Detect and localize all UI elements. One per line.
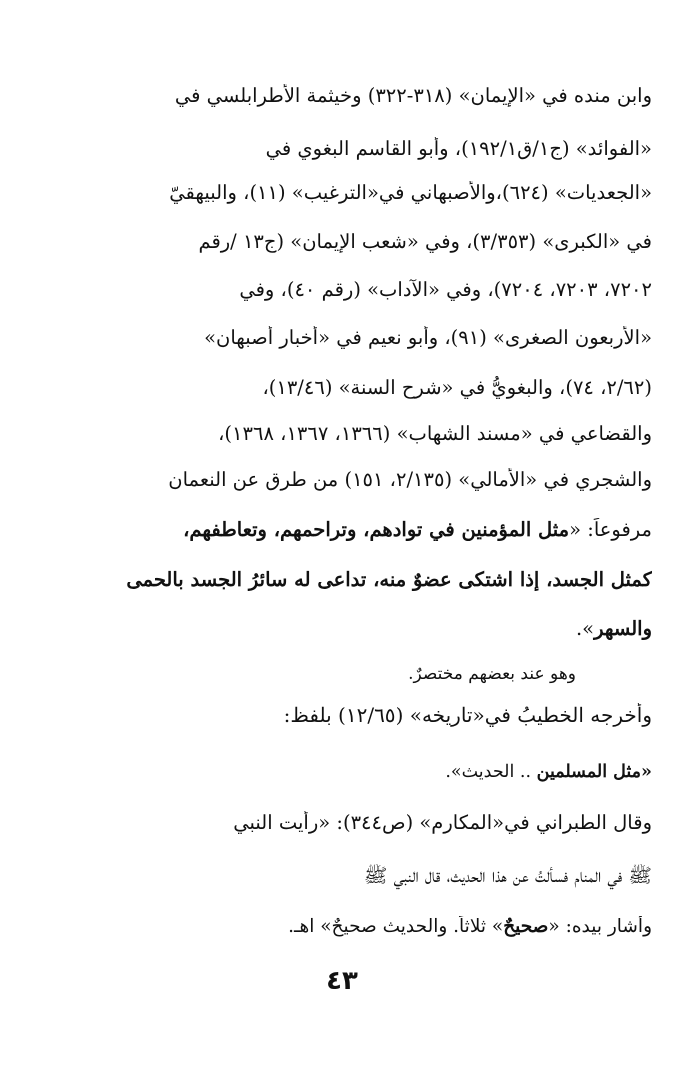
hadith-short-text: «مثل المسلمين — [536, 762, 652, 782]
text-line-12-close: ». — [575, 617, 595, 640]
text-line-14: وأخرجه الخطيبُ في«تاريخه» (١٢/٦٥) بلفظ: — [283, 703, 652, 727]
text-line-18-start: وأشار بيده: « — [548, 916, 652, 937]
text-line-17: ﷺ في المنام فسألتُ عن هذا الحديث، قال النبي ﷺ — [363, 864, 652, 887]
text-line-3: «الجعديات» (٦٢٤)،والأصبهاني في«الترغيب» (١١)، والبيهقيّ — [169, 181, 652, 204]
text-line-4: في «الكبرى» (٣/٣٥٣)، وفي «شعب الإيمان» (ج١٣ /رقم — [198, 230, 652, 253]
text-line-1: وابن منده في «الإيمان» (٣١٨-٣٢٢) وخيثمة الأطرابلسي في — [174, 84, 652, 107]
sahih-word: صحيحٌ — [503, 916, 549, 937]
hadith-text-start: مثل المؤمنين في توادهم، وتراحمهم، وتعاطفهم، — [183, 518, 570, 541]
text-line-8: والقضاعي في «مسند الشهاب» (١٣٦٦، ١٣٦٧، ١٣٦٨)، — [218, 422, 652, 445]
text-line-12 — [32, 617, 652, 640]
text-line-6: «الأربعون الصغرى» (٩١)، وأبو نعيم في «أخبار أصبهان» — [204, 326, 652, 349]
text-line-13: وهو عند بعضهم مختصرٌ. — [408, 664, 576, 684]
text-line-7: (٢/٦٢، ٧٤)، والبغويُّ في «شرح السنة» (١٣/٤٦)، — [262, 376, 652, 399]
text-line-16: وقال الطبراني في«المكارم» (ص٣٤٤): «رأيت النبي — [233, 811, 652, 834]
text-line-18 — [32, 916, 652, 937]
text-line-10-intro: مرفوعاً: « — [569, 518, 652, 541]
text-line-10 — [32, 518, 652, 541]
hadith-text-middle: كمثل الجسد، إذا اشتكى عضوٌ منه، تداعى له سائرُ الجسد بالحمى — [126, 568, 652, 591]
text-line-2: «الفوائد» (ج١/ق١٩٢/١)، وأبو القاسم البغوي في — [265, 137, 652, 160]
page-number: ٤٣ — [326, 966, 358, 996]
text-line-18-end: » ثلاثاً. والحديث صحيحٌ» اهـ. — [288, 916, 504, 937]
text-line-5: ٧٢٠٢، ٧٢٠٣، ٧٢٠٤)، وفي «الآداب» (رقم ٤٠)، وفي — [239, 278, 652, 301]
hadith-text-end: والسهر — [594, 617, 652, 640]
text-line-9: والشجري في «الأمالي» (٢/١٣٥، ١٥١) من طرقٍ عن النعمان — [168, 468, 652, 491]
text-line-15 — [32, 762, 652, 782]
text-line-15-rest: .. الحديث». — [445, 762, 532, 782]
